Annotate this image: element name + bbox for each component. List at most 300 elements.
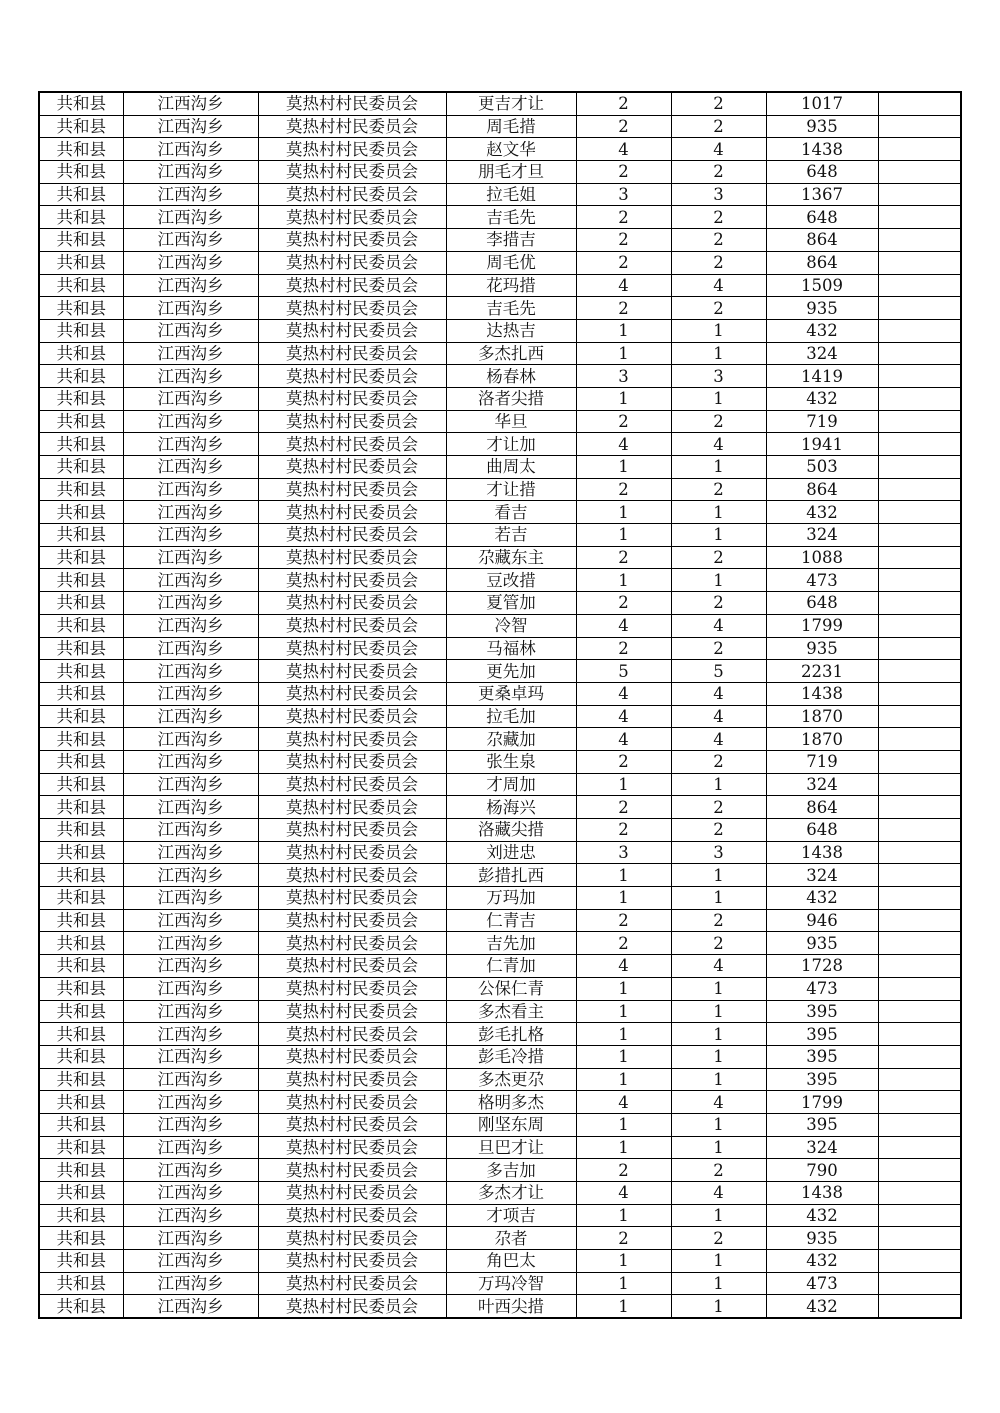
table-row xyxy=(39,1204,961,1227)
household-count-cell: 2 xyxy=(576,592,671,615)
remark-cell xyxy=(878,1091,961,1114)
person-count-cell: 1 xyxy=(671,1113,766,1136)
household-count-cell: 1 xyxy=(576,319,671,342)
table-row xyxy=(39,682,961,705)
county-cell: 共和县 xyxy=(39,705,123,728)
remark-cell xyxy=(878,1159,961,1182)
person-count-cell: 4 xyxy=(671,728,766,751)
township-cell: 江西沟乡 xyxy=(123,819,258,842)
name-cell: 多杰更尕 xyxy=(446,1068,576,1091)
amount-cell: 648 xyxy=(766,206,878,229)
township-cell: 江西沟乡 xyxy=(123,410,258,433)
name-cell: 尕藏加 xyxy=(446,728,576,751)
household-count-cell: 2 xyxy=(576,478,671,501)
name-cell: 洛者尖措 xyxy=(446,387,576,410)
remark-cell xyxy=(878,161,961,184)
remark-cell xyxy=(878,92,961,115)
county-cell: 共和县 xyxy=(39,841,123,864)
county-cell: 共和县 xyxy=(39,682,123,705)
name-cell: 公保仁青 xyxy=(446,977,576,1000)
name-cell: 若吉 xyxy=(446,524,576,547)
person-count-cell: 1 xyxy=(671,524,766,547)
township-cell: 江西沟乡 xyxy=(123,456,258,479)
amount-cell: 1438 xyxy=(766,138,878,161)
county-cell: 共和县 xyxy=(39,728,123,751)
committee-cell: 莫热村村民委员会 xyxy=(258,319,446,342)
county-cell: 共和县 xyxy=(39,932,123,955)
township-cell: 江西沟乡 xyxy=(123,637,258,660)
table-row xyxy=(39,592,961,615)
table-row xyxy=(39,387,961,410)
township-cell: 江西沟乡 xyxy=(123,161,258,184)
remark-cell xyxy=(878,138,961,161)
county-cell: 共和县 xyxy=(39,637,123,660)
household-count-cell: 1 xyxy=(576,1295,671,1318)
committee-cell: 莫热村村民委员会 xyxy=(258,660,446,683)
committee-cell: 莫热村村民委员会 xyxy=(258,909,446,932)
amount-cell: 1941 xyxy=(766,433,878,456)
household-count-cell: 1 xyxy=(576,1204,671,1227)
household-count-cell: 2 xyxy=(576,115,671,138)
name-cell: 才周加 xyxy=(446,773,576,796)
amount-cell: 790 xyxy=(766,1159,878,1182)
table-row xyxy=(39,1045,961,1068)
amount-cell: 864 xyxy=(766,478,878,501)
county-cell: 共和县 xyxy=(39,819,123,842)
person-count-cell: 1 xyxy=(671,1250,766,1273)
household-count-cell: 4 xyxy=(576,614,671,637)
household-count-cell: 1 xyxy=(576,1272,671,1295)
township-cell: 江西沟乡 xyxy=(123,1182,258,1205)
amount-cell: 395 xyxy=(766,1068,878,1091)
committee-cell: 莫热村村民委员会 xyxy=(258,161,446,184)
amount-cell: 324 xyxy=(766,864,878,887)
roster-table xyxy=(38,91,962,1319)
committee-cell: 莫热村村民委员会 xyxy=(258,342,446,365)
table-row xyxy=(39,1000,961,1023)
table-row xyxy=(39,546,961,569)
county-cell: 共和县 xyxy=(39,1272,123,1295)
name-cell: 才项吉 xyxy=(446,1204,576,1227)
amount-cell: 395 xyxy=(766,1023,878,1046)
name-cell: 多吉加 xyxy=(446,1159,576,1182)
committee-cell: 莫热村村民委员会 xyxy=(258,977,446,1000)
person-count-cell: 2 xyxy=(671,229,766,252)
table-row xyxy=(39,660,961,683)
amount-cell: 1728 xyxy=(766,955,878,978)
remark-cell xyxy=(878,1227,961,1250)
name-cell: 周毛措 xyxy=(446,115,576,138)
township-cell: 江西沟乡 xyxy=(123,1045,258,1068)
remark-cell xyxy=(878,433,961,456)
county-cell: 共和县 xyxy=(39,909,123,932)
township-cell: 江西沟乡 xyxy=(123,932,258,955)
household-count-cell: 2 xyxy=(576,637,671,660)
household-count-cell: 2 xyxy=(576,796,671,819)
table-row xyxy=(39,251,961,274)
township-cell: 江西沟乡 xyxy=(123,433,258,456)
household-count-cell: 5 xyxy=(576,660,671,683)
amount-cell: 935 xyxy=(766,637,878,660)
roster-body xyxy=(39,92,961,1318)
person-count-cell: 1 xyxy=(671,1068,766,1091)
township-cell: 江西沟乡 xyxy=(123,342,258,365)
name-cell: 曲周太 xyxy=(446,456,576,479)
person-count-cell: 2 xyxy=(671,796,766,819)
remark-cell xyxy=(878,887,961,910)
name-cell: 才让加 xyxy=(446,433,576,456)
committee-cell: 莫热村村民委员会 xyxy=(258,592,446,615)
committee-cell: 莫热村村民委员会 xyxy=(258,456,446,479)
remark-cell xyxy=(878,297,961,320)
county-cell: 共和县 xyxy=(39,1068,123,1091)
remark-cell xyxy=(878,206,961,229)
person-count-cell: 2 xyxy=(671,478,766,501)
household-count-cell: 1 xyxy=(576,456,671,479)
township-cell: 江西沟乡 xyxy=(123,1136,258,1159)
person-count-cell: 2 xyxy=(671,819,766,842)
household-count-cell: 2 xyxy=(576,297,671,320)
amount-cell: 1088 xyxy=(766,546,878,569)
name-cell: 华旦 xyxy=(446,410,576,433)
table-row xyxy=(39,932,961,955)
county-cell: 共和县 xyxy=(39,478,123,501)
county-cell: 共和县 xyxy=(39,115,123,138)
committee-cell: 莫热村村民委员会 xyxy=(258,1272,446,1295)
person-count-cell: 2 xyxy=(671,115,766,138)
committee-cell: 莫热村村民委员会 xyxy=(258,1295,446,1318)
remark-cell xyxy=(878,637,961,660)
township-cell: 江西沟乡 xyxy=(123,115,258,138)
person-count-cell: 4 xyxy=(671,614,766,637)
committee-cell: 莫热村村民委员会 xyxy=(258,206,446,229)
remark-cell xyxy=(878,1272,961,1295)
person-count-cell: 1 xyxy=(671,319,766,342)
committee-cell: 莫热村村民委员会 xyxy=(258,1045,446,1068)
county-cell: 共和县 xyxy=(39,1113,123,1136)
committee-cell: 莫热村村民委员会 xyxy=(258,115,446,138)
county-cell: 共和县 xyxy=(39,1159,123,1182)
township-cell: 江西沟乡 xyxy=(123,705,258,728)
household-count-cell: 2 xyxy=(576,410,671,433)
township-cell: 江西沟乡 xyxy=(123,1113,258,1136)
person-count-cell: 2 xyxy=(671,92,766,115)
amount-cell: 864 xyxy=(766,251,878,274)
township-cell: 江西沟乡 xyxy=(123,887,258,910)
table-row xyxy=(39,569,961,592)
person-count-cell: 2 xyxy=(671,251,766,274)
table-row xyxy=(39,115,961,138)
household-count-cell: 4 xyxy=(576,1091,671,1114)
name-cell: 仁青加 xyxy=(446,955,576,978)
person-count-cell: 4 xyxy=(671,433,766,456)
township-cell: 江西沟乡 xyxy=(123,1023,258,1046)
person-count-cell: 2 xyxy=(671,1227,766,1250)
amount-cell: 503 xyxy=(766,456,878,479)
remark-cell xyxy=(878,501,961,524)
amount-cell: 324 xyxy=(766,773,878,796)
household-count-cell: 2 xyxy=(576,161,671,184)
table-row xyxy=(39,1159,961,1182)
remark-cell xyxy=(878,773,961,796)
table-row xyxy=(39,433,961,456)
table-row xyxy=(39,909,961,932)
household-count-cell: 1 xyxy=(576,1113,671,1136)
name-cell: 仁青吉 xyxy=(446,909,576,932)
committee-cell: 莫热村村民委员会 xyxy=(258,819,446,842)
county-cell: 共和县 xyxy=(39,887,123,910)
person-count-cell: 2 xyxy=(671,932,766,955)
amount-cell: 648 xyxy=(766,161,878,184)
committee-cell: 莫热村村民委员会 xyxy=(258,841,446,864)
amount-cell: 648 xyxy=(766,592,878,615)
name-cell: 多杰扎西 xyxy=(446,342,576,365)
name-cell: 吉毛先 xyxy=(446,297,576,320)
household-count-cell: 4 xyxy=(576,138,671,161)
person-count-cell: 2 xyxy=(671,637,766,660)
table-row xyxy=(39,1227,961,1250)
table-row xyxy=(39,773,961,796)
amount-cell: 864 xyxy=(766,796,878,819)
amount-cell: 432 xyxy=(766,1250,878,1273)
name-cell: 多杰看主 xyxy=(446,1000,576,1023)
committee-cell: 莫热村村民委员会 xyxy=(258,1023,446,1046)
township-cell: 江西沟乡 xyxy=(123,569,258,592)
household-count-cell: 1 xyxy=(576,1068,671,1091)
amount-cell: 432 xyxy=(766,501,878,524)
name-cell: 格明多杰 xyxy=(446,1091,576,1114)
table-row xyxy=(39,206,961,229)
name-cell: 多杰才让 xyxy=(446,1182,576,1205)
name-cell: 朋毛才旦 xyxy=(446,161,576,184)
township-cell: 江西沟乡 xyxy=(123,1091,258,1114)
name-cell: 彭措扎西 xyxy=(446,864,576,887)
county-cell: 共和县 xyxy=(39,546,123,569)
committee-cell: 莫热村村民委员会 xyxy=(258,183,446,206)
person-count-cell: 1 xyxy=(671,1204,766,1227)
name-cell: 冷智 xyxy=(446,614,576,637)
county-cell: 共和县 xyxy=(39,1182,123,1205)
county-cell: 共和县 xyxy=(39,319,123,342)
remark-cell xyxy=(878,1045,961,1068)
household-count-cell: 3 xyxy=(576,365,671,388)
amount-cell: 1870 xyxy=(766,728,878,751)
county-cell: 共和县 xyxy=(39,750,123,773)
table-row xyxy=(39,887,961,910)
committee-cell: 莫热村村民委员会 xyxy=(258,478,446,501)
county-cell: 共和县 xyxy=(39,387,123,410)
committee-cell: 莫热村村民委员会 xyxy=(258,1091,446,1114)
remark-cell xyxy=(878,183,961,206)
person-count-cell: 2 xyxy=(671,592,766,615)
amount-cell: 935 xyxy=(766,297,878,320)
county-cell: 共和县 xyxy=(39,773,123,796)
table-row xyxy=(39,955,961,978)
township-cell: 江西沟乡 xyxy=(123,1272,258,1295)
table-row xyxy=(39,183,961,206)
remark-cell xyxy=(878,955,961,978)
person-count-cell: 1 xyxy=(671,1136,766,1159)
committee-cell: 莫热村村民委员会 xyxy=(258,1250,446,1273)
remark-cell xyxy=(878,365,961,388)
amount-cell: 719 xyxy=(766,410,878,433)
person-count-cell: 1 xyxy=(671,864,766,887)
person-count-cell: 2 xyxy=(671,546,766,569)
person-count-cell: 1 xyxy=(671,1045,766,1068)
household-count-cell: 2 xyxy=(576,546,671,569)
person-count-cell: 2 xyxy=(671,410,766,433)
household-count-cell: 1 xyxy=(576,524,671,547)
name-cell: 吉先加 xyxy=(446,932,576,955)
name-cell: 更吉才让 xyxy=(446,92,576,115)
committee-cell: 莫热村村民委员会 xyxy=(258,750,446,773)
committee-cell: 莫热村村民委员会 xyxy=(258,1227,446,1250)
table-row xyxy=(39,319,961,342)
name-cell: 洛藏尖措 xyxy=(446,819,576,842)
township-cell: 江西沟乡 xyxy=(123,387,258,410)
amount-cell: 1017 xyxy=(766,92,878,115)
county-cell: 共和县 xyxy=(39,92,123,115)
committee-cell: 莫热村村民委员会 xyxy=(258,773,446,796)
township-cell: 江西沟乡 xyxy=(123,274,258,297)
amount-cell: 1509 xyxy=(766,274,878,297)
committee-cell: 莫热村村民委员会 xyxy=(258,569,446,592)
household-count-cell: 4 xyxy=(576,433,671,456)
amount-cell: 946 xyxy=(766,909,878,932)
person-count-cell: 4 xyxy=(671,274,766,297)
county-cell: 共和县 xyxy=(39,501,123,524)
amount-cell: 432 xyxy=(766,887,878,910)
township-cell: 江西沟乡 xyxy=(123,478,258,501)
county-cell: 共和县 xyxy=(39,864,123,887)
committee-cell: 莫热村村民委员会 xyxy=(258,614,446,637)
amount-cell: 324 xyxy=(766,524,878,547)
household-count-cell: 4 xyxy=(576,705,671,728)
name-cell: 张生泉 xyxy=(446,750,576,773)
township-cell: 江西沟乡 xyxy=(123,773,258,796)
person-count-cell: 2 xyxy=(671,750,766,773)
remark-cell xyxy=(878,1023,961,1046)
township-cell: 江西沟乡 xyxy=(123,592,258,615)
remark-cell xyxy=(878,456,961,479)
household-count-cell: 1 xyxy=(576,387,671,410)
county-cell: 共和县 xyxy=(39,592,123,615)
household-count-cell: 2 xyxy=(576,909,671,932)
amount-cell: 935 xyxy=(766,1227,878,1250)
name-cell: 达热吉 xyxy=(446,319,576,342)
person-count-cell: 4 xyxy=(671,955,766,978)
remark-cell xyxy=(878,478,961,501)
person-count-cell: 1 xyxy=(671,1023,766,1046)
amount-cell: 1799 xyxy=(766,614,878,637)
person-count-cell: 1 xyxy=(671,456,766,479)
committee-cell: 莫热村村民委员会 xyxy=(258,1159,446,1182)
table-row xyxy=(39,977,961,1000)
amount-cell: 432 xyxy=(766,387,878,410)
table-row xyxy=(39,478,961,501)
committee-cell: 莫热村村民委员会 xyxy=(258,1113,446,1136)
household-count-cell: 1 xyxy=(576,501,671,524)
remark-cell xyxy=(878,682,961,705)
table-row xyxy=(39,728,961,751)
name-cell: 旦巴才让 xyxy=(446,1136,576,1159)
township-cell: 江西沟乡 xyxy=(123,1159,258,1182)
person-count-cell: 1 xyxy=(671,887,766,910)
county-cell: 共和县 xyxy=(39,1000,123,1023)
amount-cell: 473 xyxy=(766,569,878,592)
committee-cell: 莫热村村民委员会 xyxy=(258,682,446,705)
remark-cell xyxy=(878,909,961,932)
county-cell: 共和县 xyxy=(39,1204,123,1227)
person-count-cell: 3 xyxy=(671,365,766,388)
township-cell: 江西沟乡 xyxy=(123,206,258,229)
name-cell: 豆改措 xyxy=(446,569,576,592)
township-cell: 江西沟乡 xyxy=(123,319,258,342)
county-cell: 共和县 xyxy=(39,365,123,388)
committee-cell: 莫热村村民委员会 xyxy=(258,365,446,388)
township-cell: 江西沟乡 xyxy=(123,614,258,637)
table-row xyxy=(39,819,961,842)
table-row xyxy=(39,410,961,433)
table-row xyxy=(39,138,961,161)
amount-cell: 1438 xyxy=(766,841,878,864)
table-row xyxy=(39,1272,961,1295)
township-cell: 江西沟乡 xyxy=(123,1250,258,1273)
person-count-cell: 3 xyxy=(671,841,766,864)
household-count-cell: 1 xyxy=(576,1045,671,1068)
remark-cell xyxy=(878,342,961,365)
table-row xyxy=(39,274,961,297)
township-cell: 江西沟乡 xyxy=(123,365,258,388)
amount-cell: 395 xyxy=(766,1113,878,1136)
name-cell: 更先加 xyxy=(446,660,576,683)
township-cell: 江西沟乡 xyxy=(123,841,258,864)
township-cell: 江西沟乡 xyxy=(123,682,258,705)
county-cell: 共和县 xyxy=(39,524,123,547)
amount-cell: 432 xyxy=(766,319,878,342)
committee-cell: 莫热村村民委员会 xyxy=(258,297,446,320)
amount-cell: 648 xyxy=(766,819,878,842)
name-cell: 花玛措 xyxy=(446,274,576,297)
household-count-cell: 2 xyxy=(576,229,671,252)
household-count-cell: 2 xyxy=(576,932,671,955)
table-row xyxy=(39,501,961,524)
person-count-cell: 4 xyxy=(671,138,766,161)
name-cell: 吉毛先 xyxy=(446,206,576,229)
township-cell: 江西沟乡 xyxy=(123,750,258,773)
table-row xyxy=(39,1182,961,1205)
name-cell: 万玛加 xyxy=(446,887,576,910)
table-row xyxy=(39,1250,961,1273)
remark-cell xyxy=(878,524,961,547)
household-count-cell: 1 xyxy=(576,1000,671,1023)
committee-cell: 莫热村村民委员会 xyxy=(258,433,446,456)
household-count-cell: 1 xyxy=(576,977,671,1000)
county-cell: 共和县 xyxy=(39,433,123,456)
township-cell: 江西沟乡 xyxy=(123,1295,258,1318)
committee-cell: 莫热村村民委员会 xyxy=(258,251,446,274)
amount-cell: 719 xyxy=(766,750,878,773)
table-row xyxy=(39,1023,961,1046)
township-cell: 江西沟乡 xyxy=(123,297,258,320)
table-row xyxy=(39,456,961,479)
person-count-cell: 4 xyxy=(671,682,766,705)
table-row xyxy=(39,796,961,819)
name-cell: 尕者 xyxy=(446,1227,576,1250)
amount-cell: 1438 xyxy=(766,1182,878,1205)
amount-cell: 864 xyxy=(766,229,878,252)
table-row xyxy=(39,1091,961,1114)
